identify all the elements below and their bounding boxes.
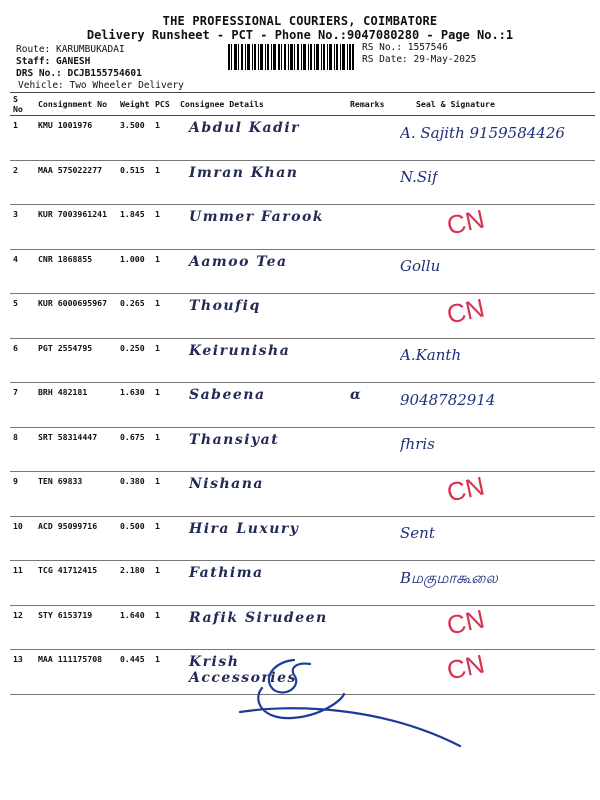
consignee-name: Ummer Farook [177,205,347,250]
row-sno: 12 [10,605,35,650]
table-row [10,605,595,650]
row-sno: 8 [10,427,35,472]
remarks-cell [347,205,392,250]
consignee-name: Sabeena [177,383,347,428]
consignment-number: BRH 482181 [35,383,117,428]
weight-value: 2.180 [117,561,152,606]
pcs-value: 1 [152,338,177,383]
cn-stamp: CN [444,603,488,641]
table-row [10,338,595,383]
table-row [10,383,595,428]
remarks-cell [347,516,392,561]
consignment-number: TCG 41712415 [35,561,117,606]
table-row [10,561,595,606]
cn-stamp: CN [444,291,488,330]
consignee-name: Imran Khan [177,160,347,205]
pcs-value: 1 [152,160,177,205]
pcs-value: 1 [152,561,177,606]
signature-cell [392,605,595,650]
consignment-number: MAA 575022277 [35,160,117,205]
cn-stamp: CN [444,202,488,241]
consignment-number: TEN 69833 [35,472,117,517]
remarks-cell [347,294,392,339]
weight-value: 0.675 [117,427,152,472]
handwritten-signature: Sent [400,524,435,542]
row-sno: 9 [10,472,35,517]
consignment-number: CNR 1868855 [35,249,117,294]
weight-value: 0.265 [117,294,152,339]
pcs-value: 1 [152,294,177,339]
consignee-name: Abdul Kadir [177,116,347,161]
consignment-number: KUR 6000695967 [35,294,117,339]
row-sno: 7 [10,383,35,428]
supervisor-signature [232,650,462,750]
row-sno: 13 [10,650,35,695]
pcs-value: 1 [152,516,177,561]
col-remarks: Remarks [347,93,392,116]
route-label: Route: KARUMBUKADAI [16,44,125,55]
handwritten-signature: Bமகுமாகூலை [400,568,498,587]
consignment-number: KUR 7003961241 [35,205,117,250]
remarks-cell [347,160,392,205]
staff-label: Staff: GANESH [16,56,91,67]
consignee-name: Keirunisha [177,338,347,383]
weight-value: 0.445 [117,650,152,695]
col-weight: Weight [117,93,152,116]
table-row [10,205,595,250]
row-sno: 4 [10,249,35,294]
barcode-icon [228,44,354,70]
consignee-name: Hira Luxury [177,516,347,561]
consignee-name: Fathima [177,561,347,606]
vehicle-label: Vehicle: Two Wheeler Delivery [18,80,184,91]
signature-cell [392,291,595,339]
handwritten-signature: 9048782914 [400,390,496,409]
col-signature: Seal & Signature [392,93,595,116]
row-sno: 6 [10,338,35,383]
rs-date: RS Date: 29-May-2025 [362,54,477,65]
table-row [10,249,595,294]
pcs-value: 1 [152,472,177,517]
remarks-cell [347,472,392,517]
col-consignment: Consignment No [35,93,117,116]
consignment-number: STY 6153719 [35,605,117,650]
consignee-name: Rafik Sirudeen [177,605,347,650]
handwritten-signature: N.Sif [400,168,438,186]
consignee-name: Thansiyat [177,427,347,472]
document-subtitle: Delivery Runsheet - PCT - Phone No.:9047080280 - Page No.:1 [86,28,514,42]
weight-value: 1.845 [117,205,152,250]
consignee-name: Nishana [177,472,347,517]
table-row [10,472,595,517]
remarks-cell [347,338,392,383]
pcs-value: 1 [152,427,177,472]
cn-stamp: CN [444,469,488,508]
weight-value: 3.500 [117,116,152,161]
runsheet-table [10,92,595,695]
document-title: THE PROFESSIONAL COURIERS, COIMBATORE [162,14,438,28]
signature-cell [392,202,595,250]
signature-cell [392,469,595,517]
row-sno: 11 [10,561,35,606]
col-pcs: PCS [152,93,177,116]
pcs-value: 1 [152,383,177,428]
consignment-number: ACD 95099716 [35,516,117,561]
row-sno: 10 [10,516,35,561]
weight-value: 0.380 [117,472,152,517]
rs-number: RS No.: 1557546 [362,42,448,53]
row-sno: 2 [10,160,35,205]
table-row [10,427,595,472]
pcs-value: 1 [152,116,177,161]
handwritten-signature: Gollu [400,257,441,275]
table-header-row [10,93,595,116]
weight-value: 1.000 [117,249,152,294]
weight-value: 0.250 [117,338,152,383]
row-sno: 3 [10,205,35,250]
pcs-value: 1 [152,205,177,250]
consignment-number: PGT 2554795 [35,338,117,383]
remarks-cell [347,561,392,606]
table-row [10,160,595,205]
table-row [10,516,595,561]
consignee-name: Aamoo Tea [177,249,347,294]
remarks-cell [347,605,392,650]
row-sno: 5 [10,294,35,339]
handwritten-signature: fhris [400,435,435,453]
remarks-cell [347,427,392,472]
row-sno: 1 [10,116,35,161]
col-sno: S No [10,93,35,116]
handwritten-signature: A. Sajith 9159584426 [400,123,565,142]
remarks-cell [347,116,392,161]
table-row [10,294,595,339]
weight-value: 0.515 [117,160,152,205]
pcs-value: 1 [152,650,177,695]
pcs-value: 1 [152,249,177,294]
pcs-value: 1 [152,605,177,650]
remarks-cell [347,249,392,294]
consignment-number: KMU 1001976 [35,116,117,161]
col-consignee: Consignee Details [177,93,347,116]
consignment-number: MAA 111175708 [35,650,117,695]
consignee-name: Krish Accessories [177,650,347,695]
remarks-cell: α [347,383,392,428]
consignment-number: SRT 58314447 [35,427,117,472]
weight-value: 0.500 [117,516,152,561]
consignee-name: Thoufiq [177,294,347,339]
cn-stamp: CN [444,647,488,686]
weight-value: 1.640 [117,605,152,650]
handwritten-signature: A.Kanth [400,346,462,364]
weight-value: 1.630 [117,383,152,428]
drs-number: DRS No.: DCJB155754601 [16,68,142,79]
